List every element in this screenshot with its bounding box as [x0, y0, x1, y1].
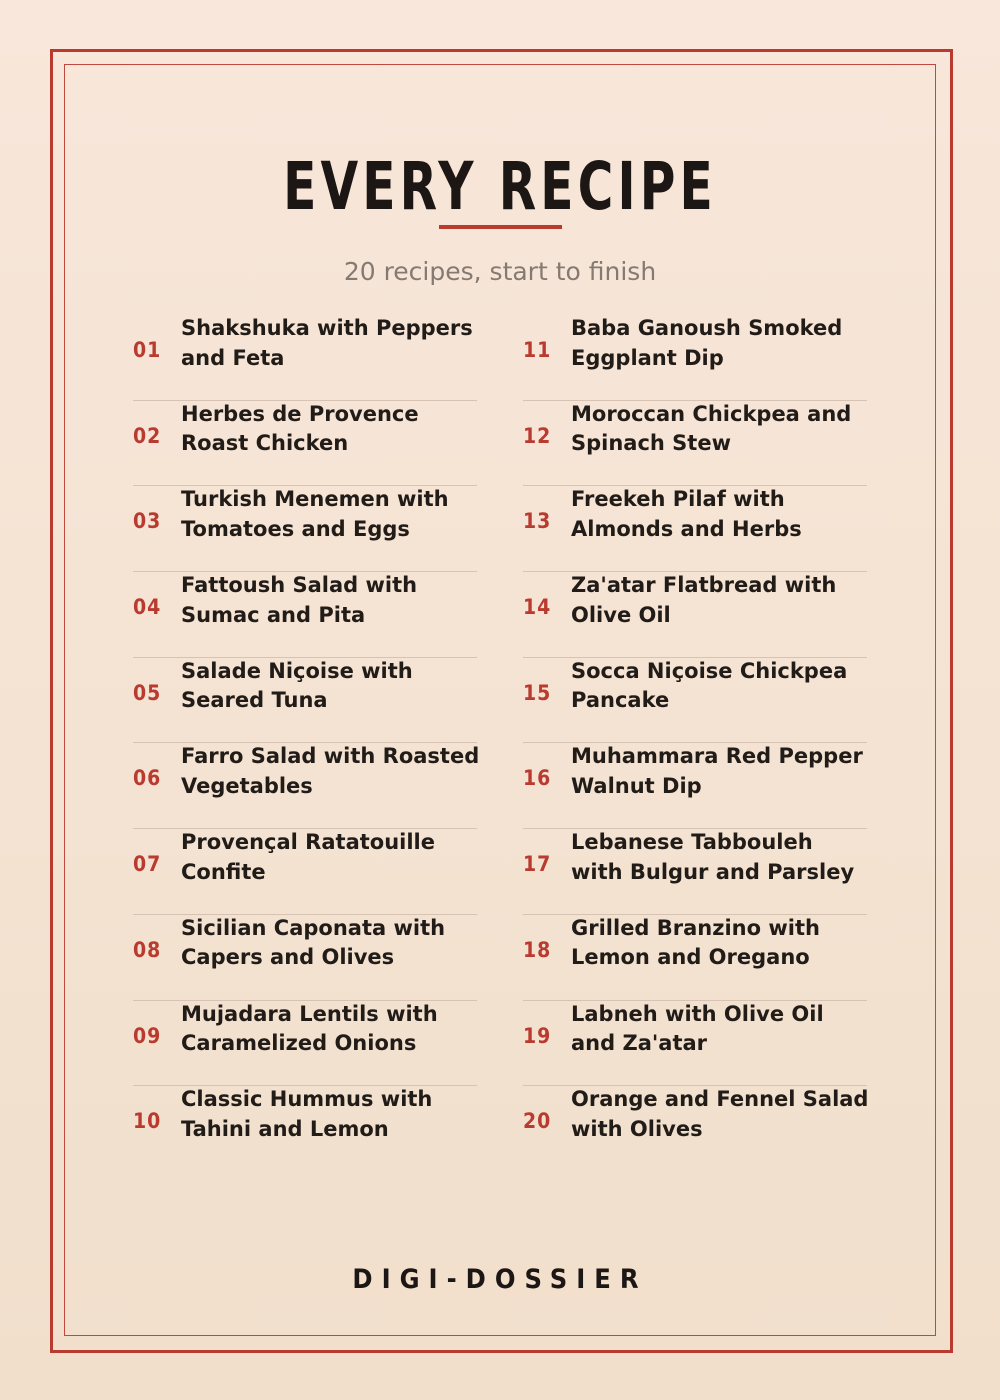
recipe-number: 13	[523, 509, 552, 534]
recipe-item	[133, 657, 477, 743]
recipe-name: Provençal Ratatouille Confite	[181, 830, 435, 884]
recipe-name: Orange and Fennel Salad with Olives	[571, 1087, 869, 1141]
recipe-list-right	[523, 314, 867, 1171]
brand-footer: DIGI-DOSSIER	[352, 1264, 648, 1295]
recipe-name: Herbes de Provence Roast Chicken	[181, 401, 419, 456]
recipe-number: 02	[133, 423, 162, 448]
recipe-number: 18	[523, 937, 552, 962]
recipe-number: 17	[523, 852, 552, 877]
recipe-name: Socca Niçoise Chickpea Pancake	[571, 658, 848, 713]
recipe-number: 08	[133, 937, 162, 962]
recipe-name: Farro Salad with Roasted Vegetables	[181, 744, 480, 798]
recipe-name: Sicilian Caponata with Capers and Olives	[181, 915, 446, 970]
recipe-item	[523, 571, 867, 657]
recipe-number: 11	[523, 338, 552, 362]
recipe-item	[523, 657, 867, 743]
recipe-item	[133, 742, 480, 828]
recipe-item	[523, 742, 867, 828]
recipe-name: Baba Ganoush Smoked Eggplant Dip	[571, 316, 843, 370]
recipe-number: 19	[523, 1023, 552, 1048]
recipe-name: Salade Niçoise with Seared Tuna	[181, 658, 413, 713]
recipe-item	[523, 828, 867, 914]
recipe-name: Labneh with Olive Oil and Za'atar	[571, 1001, 824, 1055]
recipe-name: Lebanese Tabbouleh with Bulgur and Parsley	[571, 830, 855, 884]
recipe-number: 16	[523, 766, 552, 791]
recipe-name: Fattoush Salad with Sumac and Pita	[181, 573, 418, 627]
recipe-number: 07	[133, 852, 162, 877]
recipe-list-left	[133, 314, 480, 1171]
recipe-number: 05	[133, 680, 162, 705]
recipe-item	[133, 400, 477, 486]
recipe-item	[133, 1000, 477, 1086]
recipe-name: Mujadara Lentils with Caramelized Onions	[181, 1001, 438, 1055]
recipe-item	[523, 485, 867, 571]
recipe-item	[133, 1085, 477, 1171]
page-title: EVERY RECIPE	[283, 148, 717, 225]
recipe-item	[133, 314, 477, 400]
recipe-name: Turkish Menemen with Tomatoes and Eggs	[181, 487, 449, 541]
recipe-name: Classic Hummus with Tahini and Lemon	[181, 1087, 433, 1141]
recipe-number: 03	[133, 509, 162, 534]
recipe-number: 14	[523, 595, 552, 620]
recipe-item	[133, 914, 477, 1000]
recipe-item	[523, 914, 867, 1000]
recipe-item	[523, 314, 867, 400]
recipe-item	[133, 485, 477, 571]
recipe-item	[133, 828, 477, 914]
recipe-name: Moroccan Chickpea and Spinach Stew	[571, 401, 852, 456]
recipe-number: 12	[523, 423, 552, 448]
recipe-number: 04	[133, 595, 162, 620]
recipe-name: Grilled Branzino with Lemon and Oregano	[571, 915, 820, 970]
recipe-item	[133, 571, 477, 657]
recipe-name: Freekeh Pilaf with Almonds and Herbs	[571, 487, 802, 541]
recipe-number: 06	[133, 766, 162, 791]
recipe-number: 20	[523, 1109, 552, 1134]
recipe-number: 09	[133, 1023, 162, 1048]
recipe-item	[523, 400, 867, 486]
recipe-name: Za'atar Flatbread with Olive Oil	[571, 573, 837, 627]
page-subtitle: 20 recipes, start to finish	[343, 257, 657, 286]
recipe-number: 15	[523, 680, 552, 705]
recipe-name: Shakshuka with Peppers and Feta	[181, 316, 473, 370]
title-underline	[439, 225, 562, 229]
recipe-name: Muhammara Red Pepper Walnut Dip	[571, 744, 863, 798]
recipe-number: 10	[133, 1109, 162, 1134]
recipe-item	[523, 1085, 867, 1171]
recipe-number: 01	[133, 338, 162, 362]
recipe-item	[523, 1000, 867, 1086]
